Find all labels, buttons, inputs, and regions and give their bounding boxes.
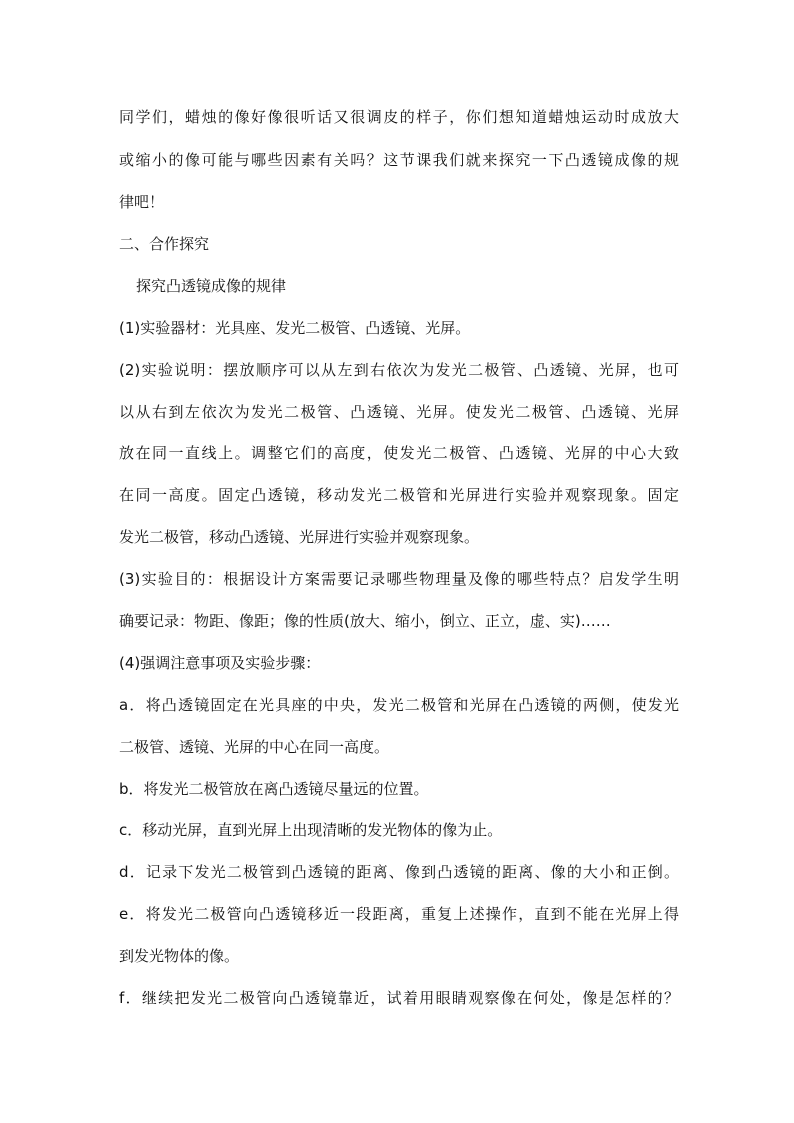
list-item: e．将发光二极管向凸透镜移近一段距离，重复上述操作，直到不能在光屏上得 [119, 905, 679, 923]
paragraph-line: 在同一高度。固定凸透镜，移动发光二极管和光屏进行实验并观察现象。固定 [119, 486, 679, 504]
list-item: c．移动光屏，直到光屏上出现清晰的发光物体的像为止。 [119, 821, 503, 839]
list-item: a．将凸透镜固定在光具座的中央，发光二极管和光屏在凸透镜的两侧，使发光 [119, 696, 679, 714]
section-heading: 二、合作探究 [119, 235, 210, 253]
paragraph-line: 确要记录：物距、像距；像的性质(放大、缩小，倒立、正立，虚、实)…… [119, 612, 611, 630]
subsection-heading: 探究凸透镜成像的规律 [136, 277, 287, 295]
paragraph-line: 或缩小的像可能与哪些因素有关吗？这节课我们就来探究一下凸透镜成像的规 [119, 151, 679, 169]
paragraph-line: (3)实验目的：根据设计方案需要记录哪些物理量及像的哪些特点？启发学生明 [119, 570, 679, 588]
list-item: b．将发光二极管放在离凸透镜尽量远的位置。 [119, 780, 429, 798]
list-item: d．记录下发光二极管到凸透镜的距离、像到凸透镜的距离、像的大小和正倒。 [119, 863, 679, 881]
paragraph-line: 放在同一直线上。调整它们的高度，使发光二极管、凸透镜、光屏的中心大致 [119, 444, 679, 462]
paragraph-line: 律吧！ [119, 193, 165, 211]
list-item-continuation: 二极管、透镜、光屏的中心在同一高度。 [119, 738, 390, 756]
paragraph-line: (2)实验说明：摆放顺序可以从左到右依次为发光二极管、凸透镜、光屏，也可 [119, 361, 679, 379]
paragraph-line: (1)实验器材：光具座、发光二极管、凸透镜、光屏。 [119, 319, 471, 337]
paragraph-line: 发光二极管，移动凸透镜、光屏进行实验并观察现象。 [119, 528, 480, 546]
list-item: f．继续把发光二极管向凸透镜靠近，试着用眼睛观察像在何处，像是怎样的？ [119, 989, 679, 1007]
paragraph-line: (4)强调注意事项及实验步骤： [119, 654, 321, 672]
paragraph-line: 以从右到左依次为发光二极管、凸透镜、光屏。使发光二极管、凸透镜、光屏 [119, 403, 679, 421]
paragraph-line: 同学们，蜡烛的像好像很听话又很调皮的样子，你们想知道蜡烛运动时成放大 [119, 108, 679, 126]
list-item-continuation: 到发光物体的像。 [119, 947, 240, 965]
